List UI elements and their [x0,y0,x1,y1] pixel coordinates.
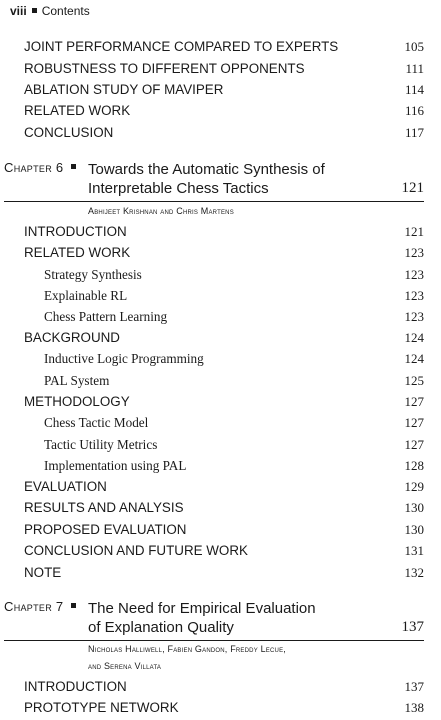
toc-entry[interactable] [24,101,424,121]
toc-entry-page: 124 [404,351,424,366]
toc-entry-title: RELATED WORK [24,245,131,260]
toc-entry-title: Explainable RL [44,288,128,303]
chapter-authors: Nicholas Halliwell, Fabien Gandon, Freddy Lecue, and Serena Villata [88,644,286,671]
toc-entry-title: JOINT PERFORMANCE COMPARED TO EXPERTS [24,39,339,54]
page-numeral: viii [10,4,27,18]
toc-entry-title: INTRODUCTION [24,679,127,694]
toc-entry-page: 127 [404,415,424,430]
toc-entry-title: PROTOTYPE NETWORK [24,700,179,715]
toc-entry-title: EVALUATION [24,479,107,494]
toc-entry-page: 129 [404,479,424,494]
toc-entry-page: 117 [404,125,424,140]
toc-entry-title: PROPOSED EVALUATION [24,522,187,537]
toc-subentry[interactable] [44,413,424,433]
toc-entry[interactable] [24,59,424,79]
toc-subentry[interactable] [44,286,424,306]
toc-entry-page: 105 [404,39,424,54]
running-head [10,4,90,18]
chapter-divider [4,201,424,202]
chapter-title: Towards the Automatic Synthesis of Interpretable Chess Tactics [88,161,325,197]
toc-entry-title: BACKGROUND [24,330,120,345]
toc-entry-page: 131 [404,543,424,558]
toc-entry-title: Inductive Logic Programming [44,351,204,366]
toc-entry[interactable] [24,123,424,143]
toc-entry[interactable] [24,563,424,583]
toc-entry-page: 123 [404,309,424,324]
square-bullet-icon [71,603,76,608]
toc-entry-page: 123 [404,245,424,260]
toc-entry-title: RESULTS AND ANALYSIS [24,500,184,515]
toc-entry-page: 114 [404,82,424,97]
toc-subentry[interactable] [44,435,424,455]
toc-entry-title: Strategy Synthesis [44,267,142,282]
toc-entry-title: ABLATION STUDY OF MAVIPER [24,82,224,97]
toc-subentry[interactable] [44,265,424,285]
toc-entry[interactable] [24,392,424,412]
toc-entry-page: 111 [405,61,424,76]
toc-entry-title: METHODOLOGY [24,394,130,409]
toc-entry-title: INTRODUCTION [24,224,127,239]
chapter-title: The Need for Empirical Evaluation of Explanation Quality [88,600,316,636]
toc-entry[interactable] [24,222,424,242]
toc-entry-page: 127 [404,394,424,409]
toc-entry-title: RELATED WORK [24,103,131,118]
toc-entry-page: 116 [404,103,424,118]
toc-entry-title: NOTE [24,565,62,580]
chapter-page: 121 [401,180,424,196]
toc-entry-page: 123 [404,267,424,282]
square-bullet-icon [32,8,37,13]
chapter-page: 137 [401,619,424,635]
toc-entry-title: Chess Pattern Learning [44,309,168,324]
toc-entry-page: 128 [404,458,424,473]
toc-entry[interactable] [24,541,424,561]
toc-subentry[interactable] [44,456,424,476]
toc-entry-page: 125 [404,373,424,388]
toc-entry-page: 132 [404,565,424,580]
toc-subentry[interactable] [44,371,424,391]
toc-entry[interactable] [24,698,424,718]
running-head-section: Contents [41,4,90,18]
toc-entry[interactable] [24,677,424,697]
toc-entry[interactable] [24,498,424,518]
toc-entry-page: 130 [404,500,424,515]
toc-entry-page: 137 [404,679,424,694]
toc-entry-title: Implementation using PAL [44,458,187,473]
toc-entry-title: CONCLUSION [24,125,114,140]
toc-entry[interactable] [24,37,424,57]
chapter-7-heading[interactable] [4,599,424,643]
toc-entry-page: 123 [404,288,424,303]
toc-entry-title: PAL System [44,373,110,388]
toc-entry-page: 121 [404,224,424,239]
toc-entry-page: 124 [404,330,424,345]
toc-subentry[interactable] [44,307,424,327]
toc-entry[interactable] [24,520,424,540]
toc-entry[interactable] [24,243,424,263]
toc-entry-page: 138 [404,700,424,715]
toc-entry-title: ROBUSTNESS TO DIFFERENT OPPONENTS [24,61,305,76]
square-bullet-icon [71,164,76,169]
toc-entry-page: 130 [404,522,424,537]
toc-entry[interactable] [24,80,424,100]
toc-entry-title: Tactic Utility Metrics [44,437,158,452]
chapter-label: Chapter 7 [4,599,82,614]
chapter-label: Chapter 6 [4,160,82,175]
toc-entry[interactable] [24,477,424,497]
toc-entry-title: Chess Tactic Model [44,415,149,430]
toc-entry[interactable] [24,328,424,348]
toc-subentry[interactable] [44,349,424,369]
toc-entry-page: 127 [404,437,424,452]
toc-entry-title: CONCLUSION AND FUTURE WORK [24,543,248,558]
chapter-authors: Abhijeet Krishnan and Chris Martens [88,206,234,216]
chapter-6-heading[interactable] [4,160,424,204]
